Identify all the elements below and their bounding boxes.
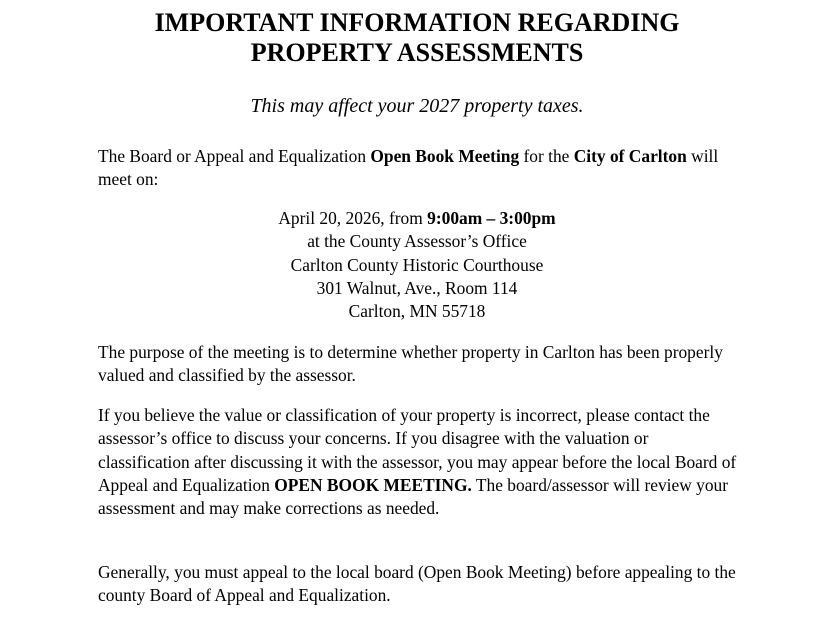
intro-text-1: The Board or Appeal and Equalization [98,146,371,166]
meeting-city: Carlton, MN 55718 [348,301,486,322]
appeal-order-paragraph: Generally, you must appeal to the local board (Open Book Meeting) before appealing to the county Board of Appeal and Equalization. [98,562,736,606]
meeting-date: April 20, 2026, from [278,208,428,228]
appeal-text-1: If you believe the value or classification of your property is incorrect, please contact the assessor’s office to discuss your concerns. If you disagree with the valuation or classification after discussing it with the assessor, you may appear before the local Board of Appeal and Equalization [98,405,737,495]
meeting-location-building: Carlton County Historic Courthouse [290,254,544,275]
meeting-time: 9:00am – 3:00pm [427,208,556,228]
appeal-instructions-paragraph [98,404,738,520]
city-name-label: City of Carlton [573,146,687,166]
purpose-paragraph: The purpose of the meeting is to determine whether property in Carlton has been properly valued and classified by the assessor. [98,342,723,386]
intro-text-2: for the [519,146,574,166]
meeting-location-office: at the County Assessor’s Office [307,231,527,252]
meeting-intro-paragraph [98,145,738,192]
open-book-meeting-label: Open Book Meeting [370,146,520,166]
meeting-date-line [0,207,834,230]
meeting-details-block [0,207,834,323]
open-book-meeting-emphasis: OPEN BOOK MEETING. [274,474,472,495]
title-line-2: PROPERTY ASSESSMENTS [250,38,584,67]
title-line-1: IMPORTANT INFORMATION REGARDING [154,8,680,37]
notice-title [0,8,834,68]
tax-year-subtitle: This may affect your 2027 property taxes. [250,95,584,117]
intro-text-3: will meet on: [98,146,719,190]
appeal-text-2: The board/assessor will review your assessment and may make corrections as needed. [98,474,729,519]
meeting-address: 301 Walnut, Ave., Room 114 [316,277,518,298]
